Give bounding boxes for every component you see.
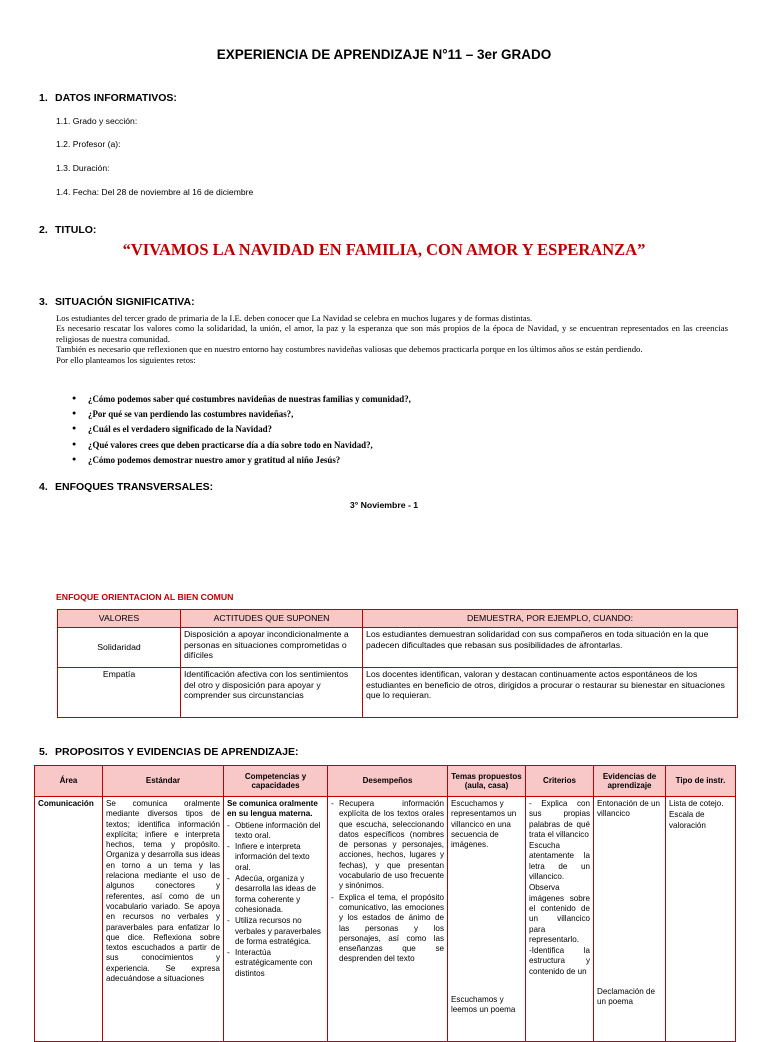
instrumento-item: Lista de cotejo. (669, 799, 724, 808)
column-header: Criterios (526, 766, 594, 797)
section-label: SITUACIÓN SIGNIFICATIVA: (55, 296, 195, 308)
section-number: 1. (39, 92, 48, 104)
section-label: DATOS INFORMATIVOS: (55, 92, 177, 104)
situacion-text (56, 313, 728, 365)
situacion-paragraph: Es necesario rescatar los valores como la solidaridad, la unión, el amor, la paz y la esperanza que son más propios de la época de Navidad, y se encuentran representados en las creencias religiosas de nuestra comunidad. (56, 323, 728, 344)
section-heading-titulo (39, 224, 96, 236)
section-number: 2. (39, 224, 48, 236)
section-number: 4. (39, 481, 48, 493)
table-cell-desempenos (328, 797, 448, 1042)
desempenos-list (331, 799, 444, 965)
section-heading-datos (39, 92, 177, 104)
table-cell-evidencias (594, 797, 666, 1042)
section-label: ENFOQUES TRANSVERSALES: (55, 481, 214, 493)
column-header: Evidencias de aprendizaje (594, 766, 666, 797)
info-duracion: 1.3. Duración: (56, 163, 110, 173)
criterio-item: Observa imágenes sobre el contenido de un villancico para representarlo. (529, 883, 590, 944)
table-cell-criterios (526, 797, 594, 1042)
table-row (35, 797, 736, 1042)
column-header: Área (35, 766, 103, 797)
experience-title: “VIVAMOS LA NAVIDAD EN FAMILIA, CON AMOR Y ESPERANZA” (122, 240, 646, 259)
table-cell: Los estudiantes demuestran solidaridad con sus compañeros en toda situación en la que padecen dificultades que rebasan sus posibilidades de afrontarlas. (363, 628, 738, 668)
list-item: ● ¿Cómo podemos demostrar nuestro amor y gratitud al niño Jesús? (72, 455, 411, 470)
table-cell: Identificación afectiva con los sentimientos del otro y disposición para apoyar y comprender sus circunstancias (181, 668, 363, 718)
tema-item: Escuchamos y representamos un villancico en una secuencia de imágenes. (451, 799, 517, 850)
table-header-row (35, 766, 736, 797)
table-cell-temas (448, 797, 526, 1042)
table-cell: Disposición a apoyar incondicionalmente a personas en situaciones comprometidas o difíciles (181, 628, 363, 668)
situacion-paragraph: Por ello planteamos los siguientes retos: (56, 354, 196, 365)
list-item: ● ¿Por qué se van perdiendo las costumbres navideñas?, (72, 409, 411, 424)
table-cell-area (35, 797, 103, 1042)
retos-list (72, 394, 411, 470)
enfoque-label: ENFOQUE ORIENTACION AL BIEN COMUN (56, 592, 234, 602)
estandar-text: Se comunica oralmente mediante diversos tipos de textos; identifica información explícita; infiere e interpreta hechos, tema y propósito. Organiza y desarrolla sus ideas en torno a un tema y las relaciona mediante el uso de algunos conectores y referentes, así como de un vocabulario variado. Se apoya en recursos no verbales y paraverbales para enfatizar lo que dice. Reflexiona sobre textos escuchados a partir de sus conocimientos y experiencia. Se expresa adecuándose a situaciones (106, 799, 220, 984)
section-heading-enfoques (39, 481, 213, 493)
list-item: ● ¿Cuál es el verdadero significado de la Navidad? (72, 424, 411, 439)
section-number: 5. (39, 746, 48, 758)
capacidades-list (227, 821, 324, 979)
section-label: PROPOSITOS Y EVIDENCIAS DE APRENDIZAJE: (55, 746, 299, 758)
table-cell-estandar (103, 797, 224, 1042)
section-heading-situacion (39, 296, 195, 308)
column-header: Tipo de instr. (666, 766, 736, 797)
list-item: ● ¿Qué valores crees que deben practicarse día a día sobre todo en Navidad?, (72, 440, 411, 455)
table-row (58, 668, 738, 718)
table-cell-instrumentos (666, 797, 736, 1042)
criterio-item: - Explica con sus propias palabras de qué trata el villancico (529, 799, 590, 839)
enfoque-table (57, 609, 738, 718)
column-header: Competencias y capacidades (224, 766, 328, 797)
list-item: - Recupera información explícita de los textos orales que escucha, seleccionando datos específicos (nombres de personas y personajes, acciones, hechos, lugares y fechas), y que presentan vocabulario de uso frecuente y sinónimos. (331, 799, 444, 892)
column-header: ACTITUDES QUE SUPONEN (181, 610, 363, 628)
column-header: Estándar (103, 766, 224, 797)
situacion-paragraph: También es necesario que reflexionen que en nuestro entorno hay costumbres navideñas valiosas que debemos practicarla porque en los últimos años se están perdiendo. (56, 344, 643, 355)
table-row (58, 628, 738, 668)
table-cell: Los docentes identifican, valoran y destacan continuamente actos espontáneos de los estudiantes en beneficio de otros, dirigidos a procurar o restaurar su bienestar en situaciones que lo requieran. (363, 668, 738, 718)
table-cell-competencias (224, 797, 328, 1042)
column-header: VALORES (58, 610, 181, 628)
list-item: - Obtiene información del texto oral. (227, 821, 324, 842)
list-item: - Infiere e interpreta información del texto oral. (227, 842, 324, 873)
section-number: 3. (39, 296, 48, 308)
propositos-table (34, 765, 736, 1042)
column-header: DEMUESTRA, POR EJEMPLO, CUANDO: (363, 610, 738, 628)
area-label: Comunicación (38, 799, 94, 808)
week-label: 3° Noviembre - 1 (349, 500, 419, 510)
info-grado: 1.1. Grado y sección: (56, 116, 138, 126)
instrumento-item: Escala de valoración (669, 810, 706, 830)
competencia-title: Se comunica oralmente en su lengua materna. (227, 799, 318, 819)
list-item: - Adecúa, organiza y desarrolla las ideas de forma coherente y cohesionada. (227, 874, 324, 915)
list-item: ● ¿Cómo podemos saber qué costumbres navideñas de nuestras familias y comunidad?, (72, 394, 411, 409)
table-cell: Empatía (58, 668, 181, 718)
section-label: TITULO: (55, 224, 97, 236)
column-header: Temas propuestos (aula, casa) (448, 766, 526, 797)
criterio-item: -Identifica la estructura y contenido de un (529, 946, 590, 976)
evidencia-item: Declamación de un poema (597, 987, 656, 1007)
list-item: - Interactúa estratégicamente con distintos (227, 948, 324, 979)
info-fecha: 1.4. Fecha: Del 28 de noviembre al 16 de diciembre (56, 187, 254, 197)
list-item: - Explica el tema, el propósito comunicativo, las emociones y los estados de ánimo de las personas y los personajes, así como las enseñanzas que se desprenden del texto (331, 893, 444, 965)
table-header-row (58, 610, 738, 628)
list-item: - Utiliza recursos no verbales y paraverbales de forma estratégica. (227, 916, 324, 947)
column-header: Desempeños (328, 766, 448, 797)
tema-item: Escuchamos y leemos un poema (451, 995, 516, 1015)
info-profesor: 1.2. Profesor (a): (56, 139, 121, 149)
criterio-item: Escucha atentamente la letra de un villancico. (529, 841, 590, 882)
situacion-paragraph: Los estudiantes del tercer grado de primaria de la I.E. deben conocer que La Navidad se celebra en muchos lugares y de formas distintas. (56, 313, 533, 323)
table-cell: Solidaridad (58, 628, 181, 668)
section-heading-propositos (39, 746, 299, 758)
evidencia-item: Entonación de un villancico (597, 799, 661, 819)
document-title: EXPERIENCIA DE APRENDIZAJE N°11 – 3er GRADO (216, 47, 552, 62)
